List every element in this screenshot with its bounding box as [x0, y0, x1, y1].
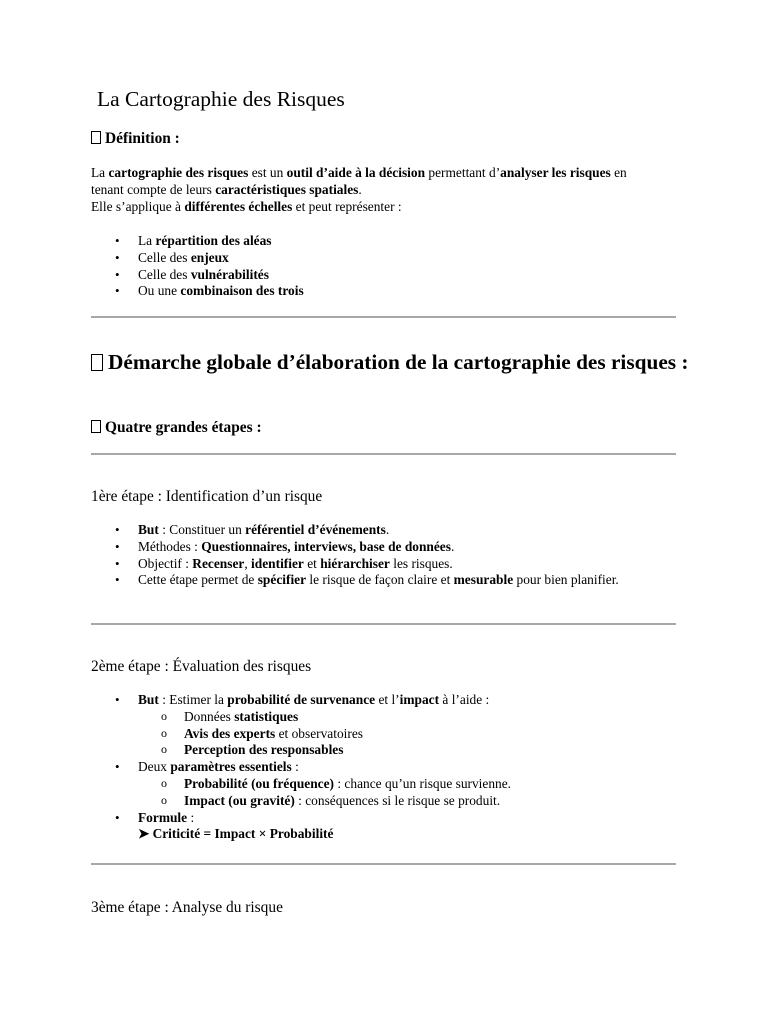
etape3-heading: 3ème étape : Analyse du risque: [91, 899, 283, 916]
sub-list-item: o Avis des experts et observatoires: [138, 726, 651, 743]
placeholder-box-icon: [91, 354, 103, 371]
etape2-list: [91, 692, 651, 843]
demarche-heading: Démarche globale d’élaboration de la cartographie des risques :: [91, 349, 691, 376]
list-item: • Objectif : Recenser, identifier et hiérarchiser les risques.: [91, 556, 651, 573]
etape1-heading: 1ère étape : Identification d’un risque: [91, 488, 323, 505]
list-item: • Celle des enjeux: [91, 250, 651, 267]
sub-list: [138, 776, 651, 810]
etape1-list: [91, 522, 651, 589]
definition-paragraph: La cartographie des risques est un outil d’aide à la décision permettant d’analyser les risques en tenant compte de leurs caractéristiques spatiales. Elle s’applique à différentes échelles et peut représenter :: [91, 165, 627, 214]
divider: [91, 623, 676, 625]
page-title: La Cartographie des Risques: [97, 87, 345, 111]
list-item: • La répartition des aléas: [91, 233, 651, 250]
definition-heading: Définition :: [91, 129, 180, 148]
sub-list-item: o Données statistiques: [138, 709, 651, 726]
etape2-heading: 2ème étape : Évaluation des risques: [91, 658, 312, 675]
sub-list-item: o Probabilité (ou fréquence) : chance qu’un risque survienne.: [138, 776, 651, 793]
formule-criticite: ➤ Criticité = Impact × Probabilité: [138, 826, 334, 842]
divider: [91, 316, 676, 318]
etapes-subheading: Quatre grandes étapes :: [91, 418, 262, 437]
list-item: • Méthodes : Questionnaires, interviews, base de données.: [91, 539, 651, 556]
list-item: • Celle des vulnérabilités: [91, 267, 651, 284]
list-item: • Cette étape permet de spécifier le risque de façon claire et mesurable pour bien planifier.: [91, 572, 651, 589]
placeholder-box-icon: [91, 420, 101, 433]
sub-list-item: o Impact (ou gravité) : conséquences si le risque se produit.: [138, 793, 651, 810]
list-item: • Formule : ➤ Criticité = Impact × Probabilité: [91, 810, 651, 844]
list-item: • But : Estimer la probabilité de survenance et l’impact à l’aide : o Données statistiques o Avis des experts et observatoires o Perception des responsables: [91, 692, 651, 759]
definition-list: [91, 233, 651, 300]
divider: [91, 453, 676, 455]
divider: [91, 863, 676, 865]
placeholder-box-icon: [91, 131, 101, 144]
list-item: • But : Constituer un référentiel d’événements.: [91, 522, 651, 539]
list-item: • Ou une combinaison des trois: [91, 283, 651, 300]
list-item: • Deux paramètres essentiels : o Probabilité (ou fréquence) : chance qu’un risque survienne. o Impact (ou gravité) : conséquences si le risque se produit.: [91, 759, 651, 809]
sub-list: [138, 709, 651, 759]
sub-list-item: o Perception des responsables: [138, 742, 651, 759]
